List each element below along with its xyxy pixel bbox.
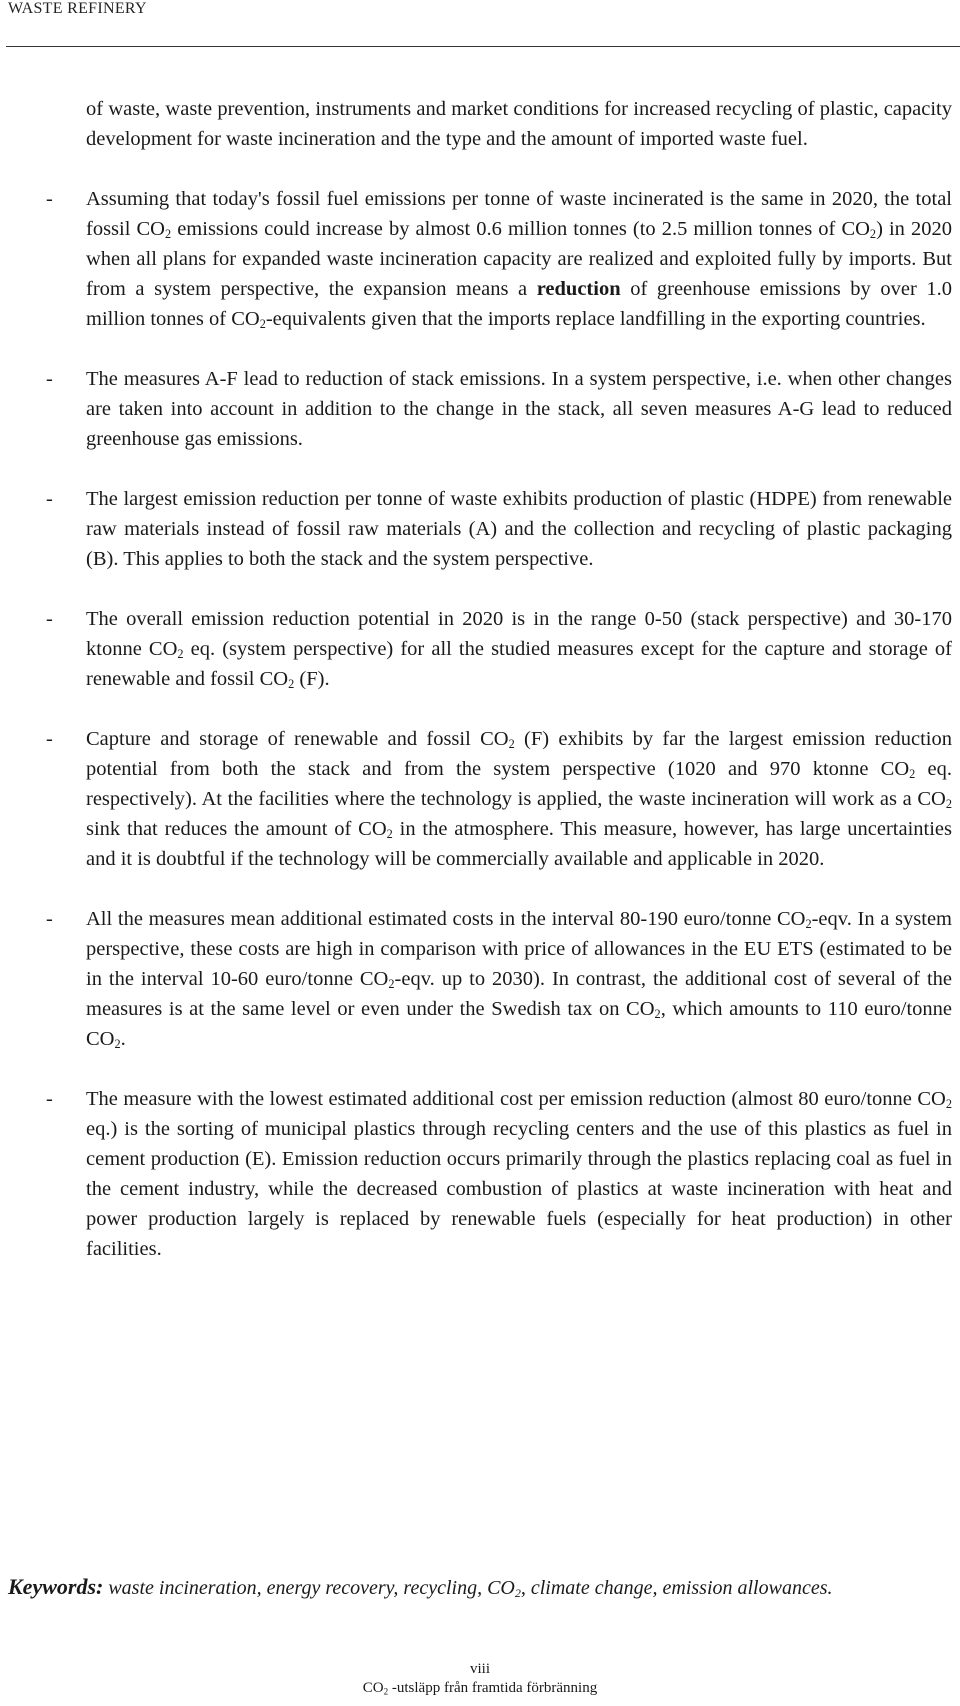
bullet-dash: - xyxy=(46,1088,53,1110)
text: The measure with the lowest estimated additional cost per emission reduction (almost 80 euro/tonne CO xyxy=(86,1088,946,1110)
subscript: 2 xyxy=(945,797,952,812)
text: (F). xyxy=(294,668,330,690)
bullet-largest-reduction xyxy=(46,484,952,574)
text: eq.) is the sorting of municipal plastics through recycling centers and the use of this plastics as fuel in cement production (E). Emission reduction occurs primarily through the plastics replacing coal as fuel in the cement industry, while the decreased combustion of plastics at waste incineration with heat and power production largely is replaced by renewable fuels (especially for heat production) in other facilities. xyxy=(86,1118,952,1260)
text: . xyxy=(120,1028,126,1050)
subscript: 2 xyxy=(945,1097,952,1112)
keywords-line xyxy=(8,1572,948,1603)
footer-rest: -utsläpp från framtida förbränning xyxy=(388,1680,598,1696)
bullet-additional-costs xyxy=(46,904,952,1054)
bullet-dash: - xyxy=(46,368,53,390)
page-footer xyxy=(0,1660,960,1698)
subscript: 2 xyxy=(805,917,812,932)
text: The largest emission reduction per tonne of waste exhibits production of plastic (HDPE) from renewable raw materials instead of fossil raw materials (A) and the collection and recycling of plastic packaging (B). This applies to both the stack and the system perspective. xyxy=(86,488,952,570)
footer-title xyxy=(0,1679,960,1698)
subscript: 2 xyxy=(288,677,295,692)
subscript: 2 xyxy=(383,1686,389,1697)
text: , which amounts to 110 euro/tonne CO xyxy=(86,998,952,1050)
bullet-dash: - xyxy=(46,188,53,210)
bullet-dash: - xyxy=(46,908,53,930)
bullet-capture-storage xyxy=(46,724,952,874)
text: All the measures mean additional estimated costs in the interval 80-190 euro/tonne CO xyxy=(86,908,806,930)
intro-paragraph: of waste, waste prevention, instruments and market conditions for increased recycling of plastic, capacity development for waste incineration and the type and the amount of imported waste fuel. xyxy=(86,98,952,150)
text: Assuming that today's fossil fuel emissions per tonne of waste incinerated is the same in 2020, the total fossil CO xyxy=(86,188,952,240)
bullet-dash: - xyxy=(46,728,53,750)
text: sink that reduces the amount of CO xyxy=(86,818,387,840)
subscript: 2 xyxy=(869,227,877,242)
text: in the atmosphere. This measure, however, has large uncertainties and it is doubtful if the technology will be commercially available and applicable in 2020. xyxy=(86,818,952,870)
text: (F) exhibits by far the largest emission reduction potential from both the stack and from the system perspective (1020 and 970 ktonne CO xyxy=(86,728,952,780)
bullet-lowest-cost xyxy=(46,1084,952,1264)
subscript: 2 xyxy=(909,767,916,782)
footer-co: CO xyxy=(362,1680,384,1696)
bullet-stack-emissions xyxy=(46,364,952,454)
text: -eqv. In a system perspective, these costs are high in comparison with price of allowances in the EU ETS (estimated to be in the interval 10-60 euro/tonne CO xyxy=(86,908,952,990)
text: -eqv. up to 2030). In contrast, the additional cost of several of the measures is at the same level or even under the Swedish tax on CO xyxy=(86,968,952,1020)
subscript: 2 xyxy=(114,1037,121,1052)
page-number: viii xyxy=(469,1661,490,1677)
subscript: 2 xyxy=(388,977,395,992)
bullet-dash: - xyxy=(46,608,53,630)
bullet-dash: - xyxy=(46,488,53,510)
subscript: 2 xyxy=(164,227,172,242)
text: eq. (system perspective) for all the studied measures except for the capture and storage of renewable and fossil CO xyxy=(86,638,952,690)
bold-text: reduction xyxy=(536,278,621,300)
text: eq. respectively). At the facilities where the technology is applied, the waste incineration will work as a CO xyxy=(86,758,952,810)
text: -equivalents given that the imports replace landfilling in the exporting countries. xyxy=(265,308,926,330)
subscript: 2 xyxy=(508,737,515,752)
subscript: 2 xyxy=(654,1007,661,1022)
keywords-text: , climate change, emission allowances. xyxy=(520,1577,833,1599)
bullet-overall-potential xyxy=(46,604,952,694)
text: ) in 2020 when all plans for expanded waste incineration capacity are realized and exploited fully by imports. But from a system perspective, the expansion means a xyxy=(86,218,952,300)
document-body xyxy=(46,94,952,1264)
text: The overall emission reduction potential in 2020 is in the range 0-50 (stack perspective) and 30-170 ktonne CO xyxy=(86,608,952,660)
text: Capture and storage of renewable and fossil CO xyxy=(86,728,509,750)
text: The measures A-F lead to reduction of stack emissions. In a system perspective, i.e. when other changes are taken into account in addition to the change in the stack, all seven measures A-G lead to reduced greenhouse gas emissions. xyxy=(86,368,952,450)
running-header-title: WASTE REFINERY xyxy=(8,0,147,17)
keywords-text: waste incineration, energy recovery, recycling, CO xyxy=(103,1577,515,1599)
subscript: 2 xyxy=(177,647,184,662)
text: emissions could increase by almost 0.6 million tonnes (to 2.5 million tonnes of CO xyxy=(171,218,870,240)
text: of greenhouse emissions by over 1.0 million tonnes of CO xyxy=(86,278,952,330)
bullet-fossil-emissions xyxy=(46,184,952,334)
page-header xyxy=(6,0,960,47)
subscript: 2 xyxy=(386,827,393,842)
subscript: 2 xyxy=(259,317,266,332)
subscript: 2 xyxy=(514,1586,521,1600)
keywords-label: Keywords: xyxy=(8,1574,104,1599)
